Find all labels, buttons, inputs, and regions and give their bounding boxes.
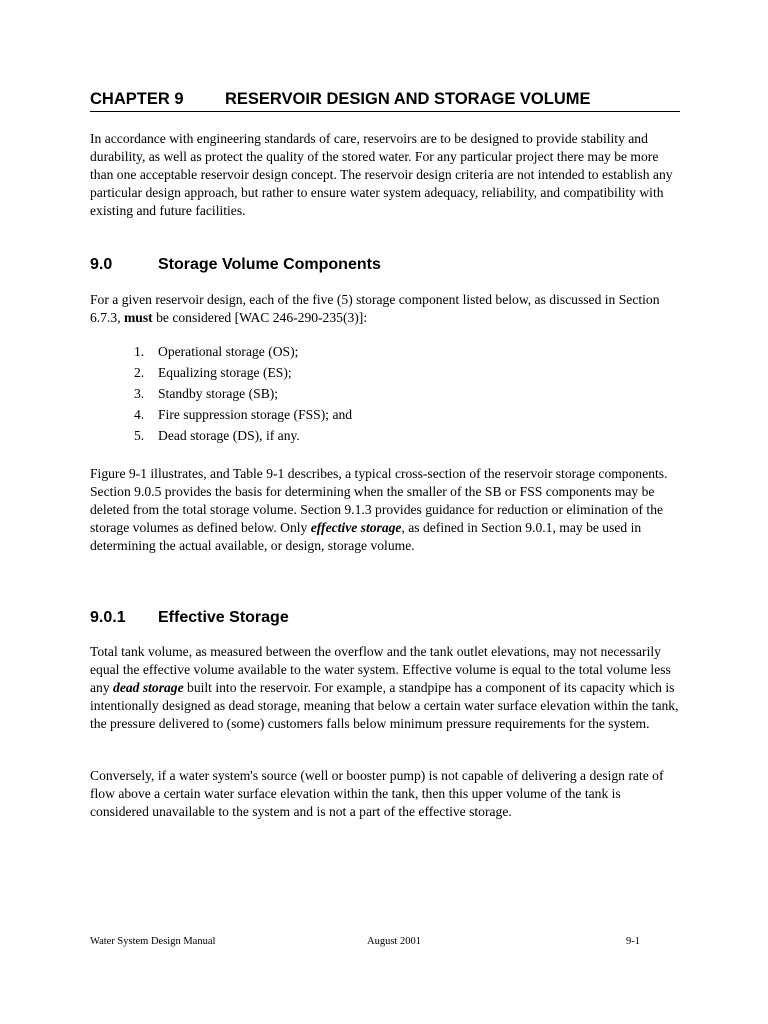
chapter-heading [90, 90, 680, 112]
bold-italic-effective-storage: effective storage [310, 520, 402, 535]
section-heading-9-0 [90, 256, 381, 274]
list-item [134, 383, 352, 404]
footer-manual-title: Water System Design Manual [90, 936, 216, 947]
list-item-text: Dead storage (DS), if any. [158, 428, 300, 443]
text-run: be considered [WAC 246-290-235(3)]: [152, 310, 368, 325]
section-number: 9.0.1 [90, 609, 126, 626]
list-item-number: 3. [134, 386, 145, 401]
section-9-0-1-paragraph-2: Conversely, if a water system's source (well or booster pump) is not capable of delivering a design rate of flow above a certain water surface elevation within the tank, then this upper volume of the tank is considered unavailable to the system and is not a part of the effective storage. [90, 768, 664, 819]
list-item-number: 4. [134, 407, 145, 422]
list-item-number: 1. [134, 344, 145, 359]
section-title: Storage Volume Components [158, 256, 381, 273]
list-item-number: 5. [134, 428, 145, 443]
list-item [134, 404, 352, 425]
list-item-text: Operational storage (OS); [158, 344, 299, 359]
list-item-number: 2. [134, 365, 145, 380]
page-footer [90, 936, 640, 950]
section-number: 9.0 [90, 256, 113, 273]
text-run: For a given reservoir design, each of the five (5) storage component listed below, as discussed in Section 6.7.3, [90, 292, 660, 325]
chapter-number: CHAPTER 9 [90, 90, 184, 108]
text-run: built into the reservoir. For example, a standpipe has a component of its capacity which is intentionally designed as dead storage, meaning that below a certain water surface elevation within the tank, the pressure delivered to (some) customers falls below minimum pressure requirements for the system. [90, 680, 679, 731]
list-item-text: Fire suppression storage (FSS); and [158, 407, 353, 422]
section-heading-9-0-1 [90, 609, 289, 627]
section-title: Effective Storage [158, 609, 289, 626]
intro-paragraph: In accordance with engineering standards of care, reservoirs are to be designed to provide stability and durability, as well as protect the quality of the stored water. For any particular project there may be more than one acceptable reservoir design concept. The reservoir design criteria are not intended to establish any particular design approach, but rather to ensure water system adequacy, reliability, and compatibility with existing and future facilities. [90, 131, 673, 218]
footer-date: August 2001 [367, 936, 421, 947]
text-run: Figure 9-1 illustrates, and Table 9-1 describes, a typical cross-section of the reservoir storage components. Section 9.0.5 provides the basis for determining when the smaller of the SB or FSS components may be deleted from the total storage volume. Section 9.1.3 provides guidance for reduction or elimination of the storage volumes as defined below. Only [90, 466, 668, 535]
list-item [134, 362, 352, 383]
section-9-0-1-paragraph-1 [90, 643, 680, 733]
bold-italic-dead-storage: dead storage [113, 680, 184, 695]
list-item [134, 425, 352, 446]
bold-must: must [123, 310, 153, 325]
section-9-0-paragraph-1 [90, 291, 680, 327]
storage-components-list [134, 341, 352, 446]
list-item-text: Equalizing storage (ES); [158, 365, 292, 380]
text-run: Total tank volume, as measured between the overflow and the tank outlet elevations, may not necessarily equal the effective volume available to the water system. Effective volume is equal to the total volume less any [90, 644, 671, 695]
list-item-text: Standby storage (SB); [158, 386, 279, 401]
footer-page-number: 9-1 [626, 936, 640, 947]
text-run: , as defined in Section 9.0.1, may be used in determining the actual available, or design, storage volume. [90, 520, 642, 553]
section-9-0-paragraph-2 [90, 465, 680, 555]
list-item [134, 341, 352, 362]
chapter-title: RESERVOIR DESIGN AND STORAGE VOLUME [225, 90, 591, 108]
